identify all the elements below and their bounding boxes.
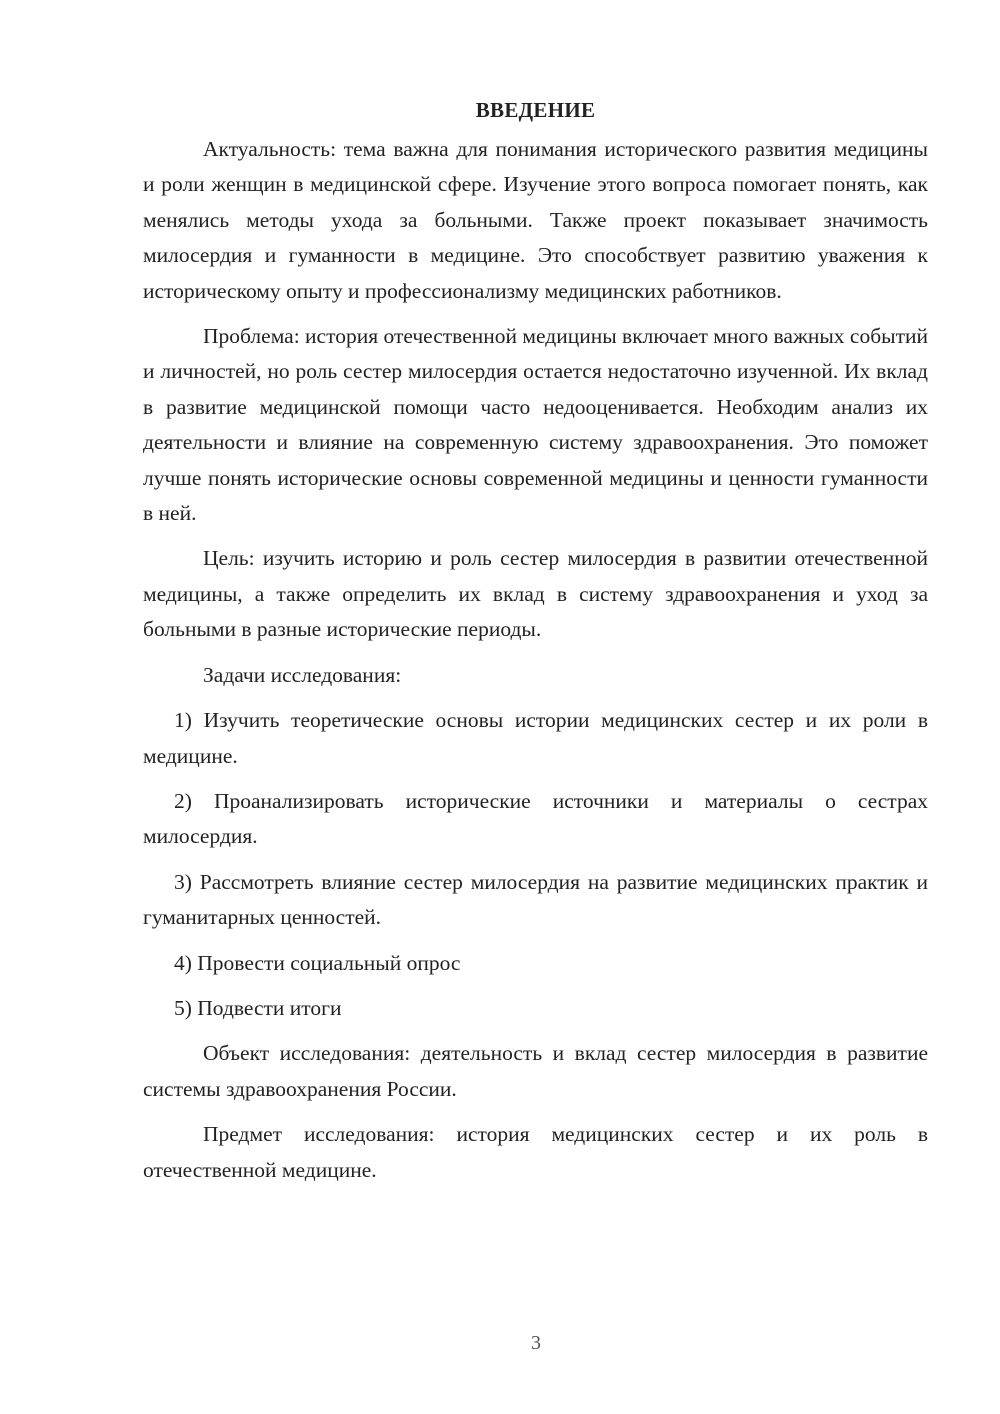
object-paragraph: Объект исследования: деятельность и вклад сестер милосердия в развитие системы здравоохранения России. bbox=[143, 1041, 928, 1101]
task-item: 2) Проанализировать исторические источники и материалы о сестрах милосердия. bbox=[143, 788, 928, 849]
task-item: 3) Рассмотреть влияние сестер милосердия на развитие медицинских практик и гуманитарных ценностей. bbox=[143, 869, 928, 930]
problem-paragraph: Проблема: история отечественной медицины включает много важных событий и личностей, но роль сестер милосердия остается недостаточно изученной. Их вклад в развитие медицинской помощи часто недооценивается. Необходим анализ их деятельности и влияние на современную систему здравоохранения. Это поможет лучше понять исторические основы современной медицины и ценности гуманности в ней. bbox=[143, 324, 928, 526]
goal-paragraph: Цель: изучить историю и роль сестер милосердия в развитии отечественной медицины, а также определить их вклад в систему здравоохранения и уход за больными в разные исторические периоды. bbox=[143, 546, 928, 642]
page-number: 3 bbox=[531, 1332, 541, 1354]
tasks-list bbox=[143, 703, 928, 1026]
tasks-label: Задачи исследования: bbox=[203, 662, 402, 687]
task-item: 1) Изучить теоретические основы истории медицинских сестер и их роли в медицине. bbox=[143, 708, 928, 768]
section-heading: ВВЕДЕНИЕ bbox=[475, 98, 596, 122]
task-item: 5) Подвести итоги bbox=[174, 995, 342, 1020]
task-item: 4) Провести социальный опрос bbox=[174, 950, 461, 975]
subject-paragraph: Предмет исследования: история медицинских сестер и их роль в отечественной медицине. bbox=[143, 1122, 928, 1182]
relevance-paragraph: Актуальность: тема важна для понимания исторического развития медицины и роли женщин в медицинской сфере. Изучение этого вопроса помогает понять, как менялись методы ухода за больными. Также проект показывает значимость милосердия и гуманности в медицине. Это способствует развитию уважения к историческому опыту и профессионализму медицинских работников. bbox=[143, 137, 928, 303]
page-body bbox=[143, 93, 928, 1198]
